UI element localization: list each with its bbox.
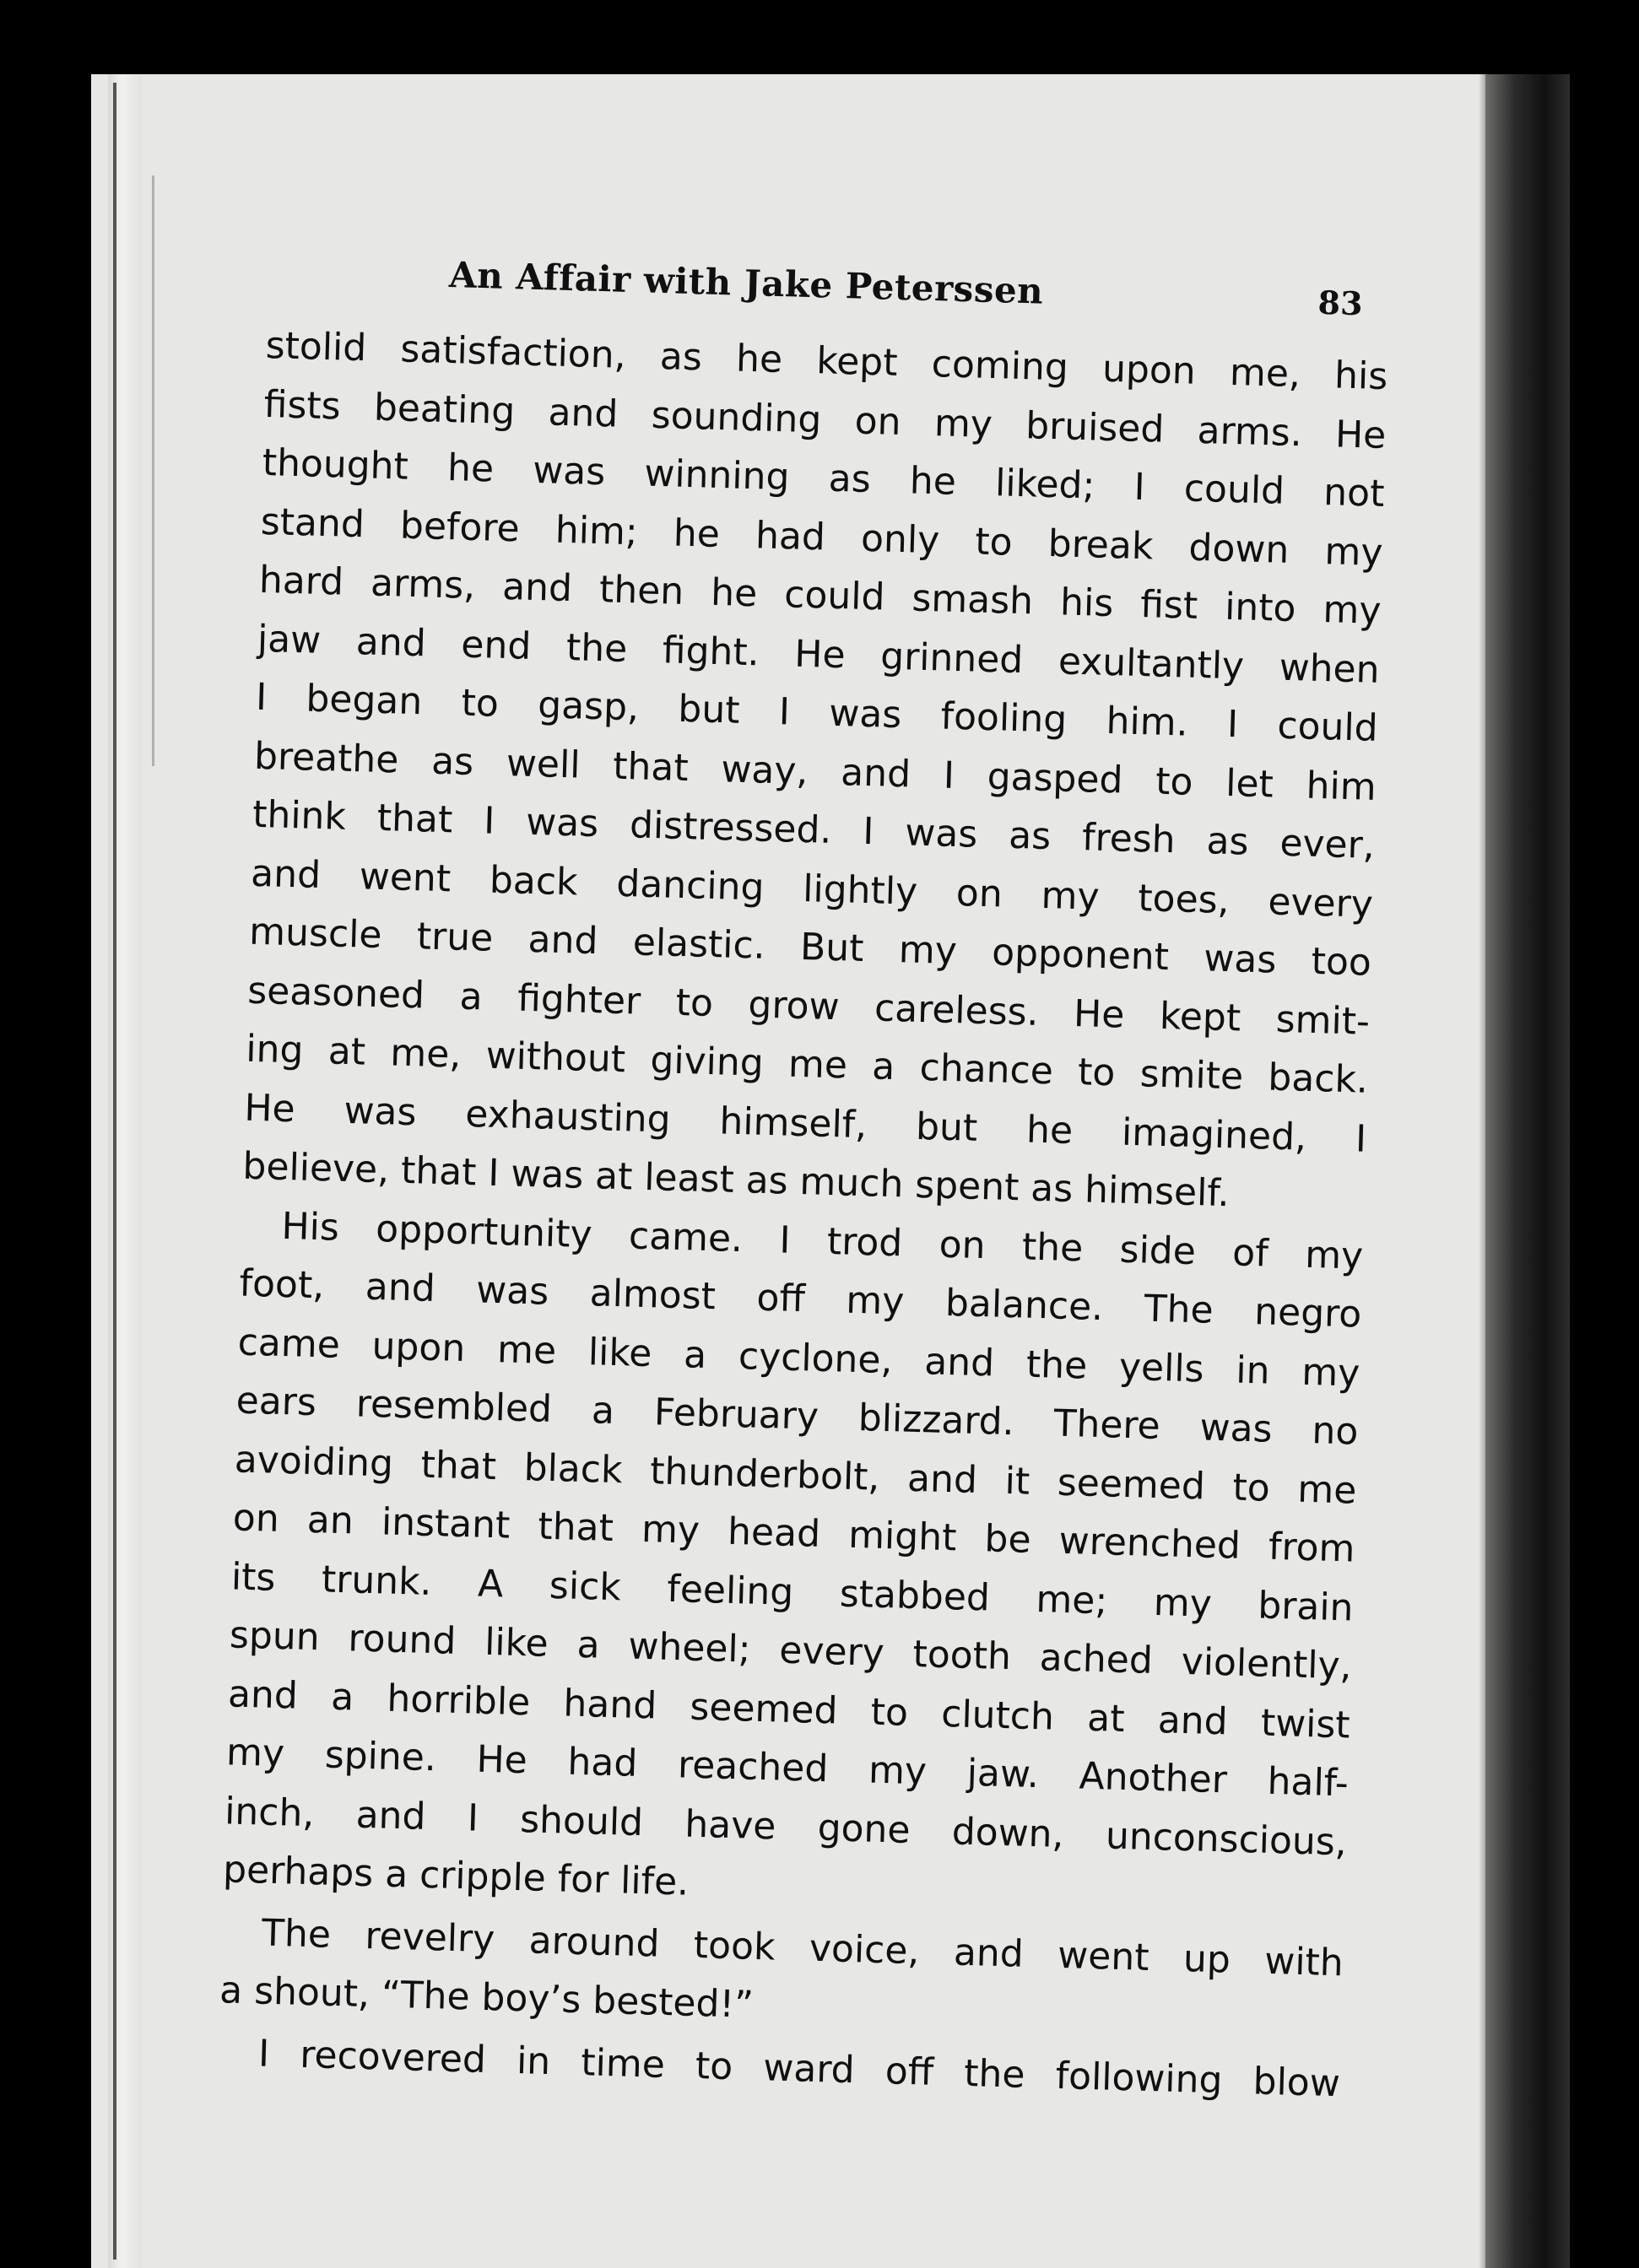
printed-text-block (217, 247, 1390, 2113)
text-line: its trunk. A sick feeling stabbed me; my brain (230, 1554, 1355, 1630)
paragraph-1 (242, 316, 1389, 1227)
text-line: fists beating and sounding on my bruised arms. He (263, 382, 1387, 457)
text-line: I recovered in time to ward off the following blow (257, 2032, 1341, 2105)
text-line: muscle true and elastic. But my opponent was too (248, 910, 1372, 985)
text-line: a shout, “The boy’s bested!” (219, 1968, 755, 2027)
text-line: His opportunity came. I trod on the side of my (280, 1204, 1364, 1278)
text-line: avoiding that black thunderbolt, and it seemed to me (234, 1437, 1358, 1513)
text-line: foot, and was almost off my balance. The negro (238, 1261, 1362, 1336)
running-head-title: An Affair with Jake Peterssen (448, 254, 1044, 312)
text-line: believe, that I was at least as much spent as himself. (241, 1144, 1231, 1216)
text-line: perhaps a cripple for life. (222, 1848, 690, 1904)
text-line: I began to gasp, but I was fooling him. I could (255, 675, 1379, 750)
text-line: stolid satisfaction, as he kept coming upon me, his (265, 323, 1388, 399)
text-line: came upon me like a cyclone, and the yells in my (237, 1320, 1360, 1396)
text-line: He was exhausting himself, but he imagined, I (243, 1086, 1367, 1161)
page-number: 83 (1317, 283, 1364, 323)
text-line: and a horrible hand seemed to clutch at and twist (227, 1671, 1351, 1747)
text-line: ing at me, without giving me a chance to smite back. (245, 1027, 1369, 1102)
text-line: think that I was distressed. I was as fresh as ever, (252, 792, 1376, 867)
text-line: jaw and end the fight. He grinned exultantly when (257, 617, 1381, 692)
text-line: thought he was winning as he liked; I could not (262, 440, 1386, 516)
text-line: inch, and I should have gone down, unconscious, (224, 1789, 1348, 1864)
text-line: on an instant that my head might be wrenched from (232, 1496, 1356, 1571)
book-fore-edge (1485, 74, 1570, 2268)
book-page (91, 74, 1570, 2268)
paragraph-2 (222, 1196, 1364, 1930)
text-line: stand before him; he had only to break down my (260, 500, 1384, 575)
text-line: my spine. He had reached my jaw. Another half- (225, 1731, 1350, 1806)
text-line: hard arms, and then he could smash his fist into my (258, 558, 1382, 633)
text-line: spun round like a wheel; every tooth ached violently, (229, 1613, 1353, 1688)
gutter-line (113, 83, 116, 2260)
text-line: ears resembled a February blizzard. There was no (235, 1379, 1360, 1454)
gutter-shadow (152, 176, 154, 766)
text-line: seasoned a fighter to grow careless. He kept smit- (246, 969, 1371, 1044)
text-line: The revelry around took voice, and went up with (261, 1911, 1344, 1984)
text-line: and went back dancing lightly on my toes, every (250, 851, 1374, 926)
text-line: breathe as well that way, and I gasped to let him (253, 734, 1377, 809)
